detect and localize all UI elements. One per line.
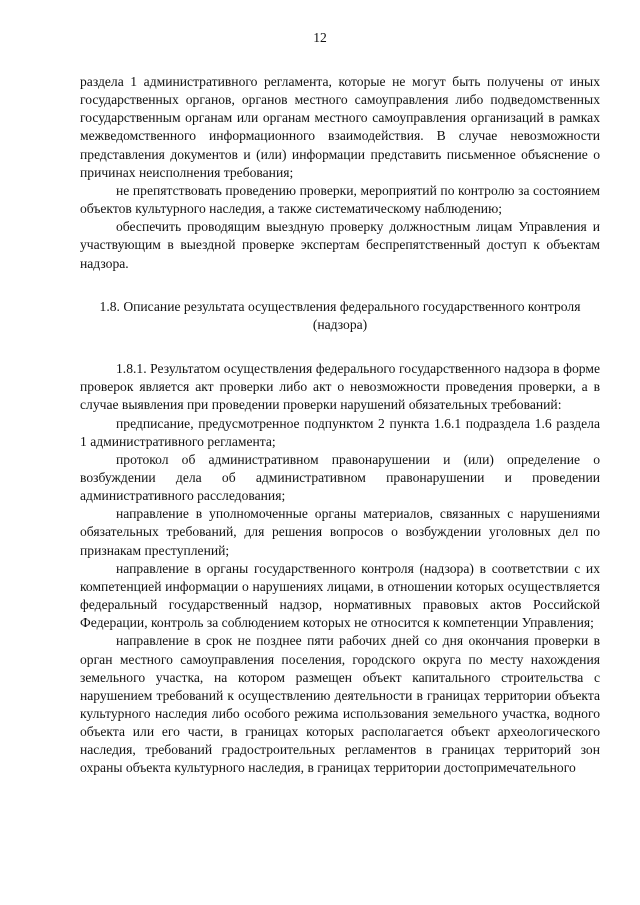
paragraph-obligation-access: обеспечить проводящим выездную проверку должностным лицам Управления и участвующим в выездной проверке экспертам беспрепятственный доступ к объектам надзора.	[80, 219, 600, 271]
paragraph-materials: направление в уполномоченные органы материалов, связанных с нарушениями обязательных требований, для решения вопросов о возбуждении уголовных дел по признакам преступлений;	[80, 506, 600, 558]
paragraph-information: направление в органы государственного контроля (надзора) в соответствии с их компетенцией информации о нарушениях лицами, в отношении которых осуществляется федеральный государственный надзор, нормативных правовых актов Российской Федерации, контроль за соблюдением которых не относится к компетенции Управления;	[80, 560, 600, 631]
section-heading-1-8: 1.8. Описание результата осуществления федерального государственного контроля (надзора)	[99, 298, 581, 332]
document-body	[80, 73, 600, 778]
paragraph-obligation-not-obstruct: не препятствовать проведению проверки, мероприятий по контролю за состоянием объектов культурного наследия, а также систематическому наблюдению;	[80, 182, 600, 217]
paragraph-protocol: протокол об административном правонарушении и (или) определение о возбуждении дела об административном правонарушении и проведении административного расследования;	[80, 451, 600, 504]
page-number: 12	[313, 30, 327, 45]
paragraph-prescription: предписание, предусмотренное подпунктом 2 пункта 1.6.1 подраздела 1.6 раздела 1 административного регламента;	[80, 415, 600, 449]
paragraph-continuation: раздела 1 административного регламента, которые не могут быть получены от иных государственных органов, органов местного самоуправления либо подведомственных государственным органам или органам местного самоуправления организаций в рамках межведомственного информационного взаимодействия. В случае невозможности представления документов и (или) информации представить письменное объяснение о причинах неисполнения требования;	[80, 74, 600, 180]
paragraph-local-government: направление в срок не позднее пяти рабочих дней со дня окончания проверки в орган местного самоуправления поселения, городского округа по месту нахождения земельного участка, на котором размещен объект капитального строительства с нарушением требований к осуществлению деятельности в границах территории объекта культурного наследия либо особого режима использования земельного участка, водного объекта или его части, в границах которых располагается объект археологического наследия, требований градостроительных регламентов в границах территорий зон охраны объекта культурного наследия, в границах территории достопримечательного	[80, 633, 600, 776]
paragraph-1-8-1: 1.8.1. Результатом осуществления федерального государственного надзора в форме проверок является акт проверки либо акт о невозможности проведения проверки, а в случае выявления при проведении проверки нарушений обязательных требований:	[80, 361, 600, 413]
